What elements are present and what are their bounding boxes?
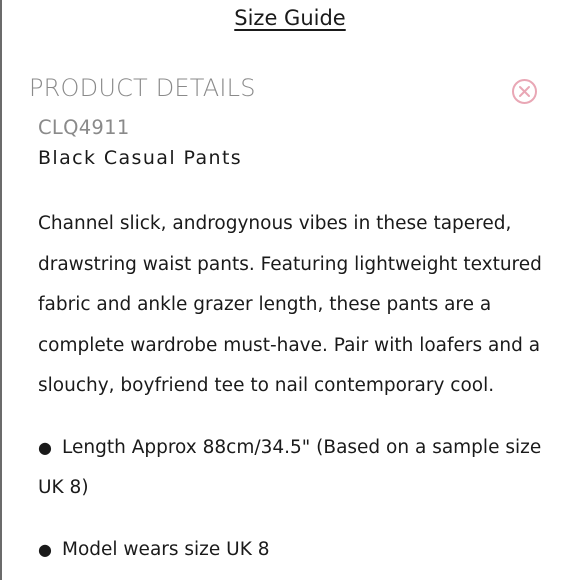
bullet-icon: ● <box>38 438 52 457</box>
list-item <box>38 530 568 570</box>
list-item-text: Model wears size UK 8 <box>62 539 270 560</box>
product-name: Black Casual Pants <box>38 147 243 169</box>
close-button[interactable] <box>511 78 538 105</box>
product-features-list <box>38 428 568 570</box>
product-sku: CLQ4911 <box>38 116 130 139</box>
list-item <box>38 428 568 508</box>
size-guide-link[interactable]: Size Guide <box>234 6 346 30</box>
circle-x-icon <box>511 78 538 105</box>
panel-title: PRODUCT DETAILS <box>29 74 256 102</box>
panel-left-border <box>0 0 2 580</box>
list-item-text: Length Approx 88cm/34.5" (Based on a sample size UK 8) <box>38 437 542 498</box>
product-description: Channel slick, androgynous vibes in these tapered, drawstring waist pants. Featuring lightweight textured fabric and ankle grazer length, these pants are a complete wardrobe must-have. Pair with loafers and a slouchy, boyfriend tee to nail contemporary cool. <box>38 213 542 396</box>
bullet-icon: ● <box>38 540 52 559</box>
